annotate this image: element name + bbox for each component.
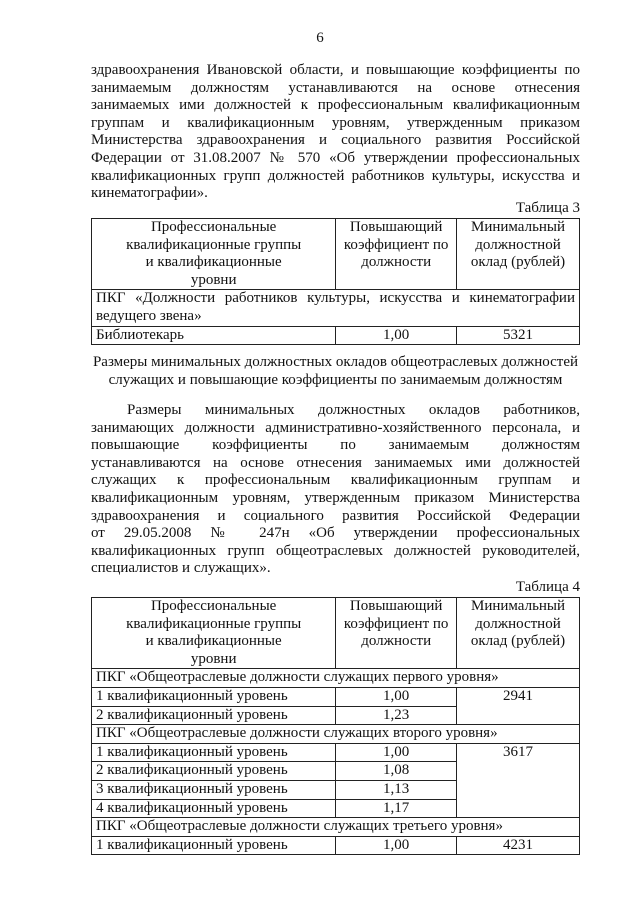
- page-number: 6: [316, 30, 324, 46]
- salary: 5321: [457, 326, 580, 345]
- text-line: Министерства здравоохранения и социального развития Российской: [91, 132, 580, 149]
- header-coef: Повышающий коэффициент по должности: [336, 219, 457, 290]
- group-row: ПКГ «Общеотраслевые должности служащих второго уровня»: [92, 725, 580, 744]
- text-line: занимаемых ими должностей к профессиональным квалификационным: [91, 97, 580, 114]
- table-3: [91, 218, 580, 345]
- table-row: [92, 687, 580, 706]
- heading-line: Размеры минимальных должностных окладов общеотраслевых должностей: [92, 354, 579, 370]
- text-line: от 29.05.2008 № 247н «Об утверждении профессиональных: [91, 525, 580, 542]
- level-name: 2 квалификационный уровень: [92, 762, 336, 781]
- text-line: занимающих должности административно-хозяйственного персонала, и: [91, 419, 580, 436]
- salary: 4231: [457, 836, 580, 855]
- coefficient: 1,00: [336, 687, 457, 706]
- text-line: кинематографии».: [91, 185, 208, 202]
- coefficient: 1,17: [336, 799, 457, 818]
- text-line: занимаемым должностям устанавливаются на основе отнесения: [91, 79, 580, 96]
- group-row: ПКГ «Общеотраслевые должности служащих первого уровня»: [92, 669, 580, 688]
- level-name: 3 квалификационный уровень: [92, 780, 336, 799]
- header-salary: Минимальный должностной оклад (рублей): [457, 598, 580, 669]
- coefficient: 1,13: [336, 780, 457, 799]
- level-name: 2 квалификационный уровень: [92, 706, 336, 725]
- heading-line: служащих и повышающие коэффициенты по занимаемым должностям: [108, 371, 563, 388]
- text-line: устанавливаются на основе отнесения занимаемых ими должностей: [91, 454, 580, 471]
- level-name: 1 квалификационный уровень: [92, 836, 336, 855]
- position-name: Библиотекарь: [92, 326, 336, 345]
- text-line: Размеры минимальных должностных окладов работников,: [127, 402, 580, 418]
- salary: 2941: [457, 687, 580, 724]
- coefficient: 1,00: [336, 836, 457, 855]
- paragraph-1: [91, 62, 580, 203]
- group-row: ПКГ «Должности работников культуры, искусства и кинематографии ведущего звена»: [92, 290, 580, 326]
- salary: 3617: [457, 743, 580, 817]
- level-name: 1 квалификационный уровень: [92, 743, 336, 762]
- text-line: квалификационных групп должностей работников культуры, искусства и: [91, 167, 580, 184]
- text-line: здравоохранения и социального развития Российской Федерации: [91, 507, 580, 524]
- coefficient: 1,23: [336, 706, 457, 725]
- text-line: группам и квалификационным уровням, утвержденным приказом: [91, 114, 580, 131]
- level-name: 1 квалификационный уровень: [92, 687, 336, 706]
- text-line: служащих к профессиональным квалификационным группам и: [91, 472, 580, 489]
- group-row: ПКГ «Общеотраслевые должности служащих третьего уровня»: [92, 818, 580, 837]
- header-salary: Минимальный должностной оклад (рублей): [457, 219, 580, 290]
- text-line: здравоохранения Ивановской области, и повышающие коэффициенты по: [91, 62, 580, 78]
- text-line: повышающие коэффициенты по занимаемым должностям: [91, 437, 580, 454]
- text-line: специалистов и служащих».: [91, 560, 271, 577]
- header-groups: Профессиональные квалификационные группы и квалификационные уровни: [92, 598, 336, 669]
- header-groups: Профессиональные квалификационные группы и квалификационные уровни: [92, 219, 336, 290]
- coefficient: 1,08: [336, 762, 457, 781]
- text-line: квалификационным уровням, утвержденным приказом Министерства: [91, 489, 580, 506]
- table-4: [91, 597, 580, 855]
- table-3-caption: Таблица 3: [515, 200, 580, 216]
- header-coef: Повышающий коэффициент по должности: [336, 598, 457, 669]
- coefficient: 1,00: [336, 743, 457, 762]
- level-name: 4 квалификационный уровень: [92, 799, 336, 818]
- paragraph-2: [91, 402, 580, 578]
- coefficient: 1,00: [336, 326, 457, 345]
- table-4-caption: Таблица 4: [515, 579, 580, 595]
- text-line: квалификационных групп общеотраслевых должностей руководителей,: [91, 542, 580, 559]
- text-line: Федерации от 31.08.2007 № 570 «Об утверждении профессиональных: [91, 149, 580, 166]
- table-row: [92, 836, 580, 855]
- table-row: [92, 743, 580, 762]
- section-heading: [91, 354, 580, 389]
